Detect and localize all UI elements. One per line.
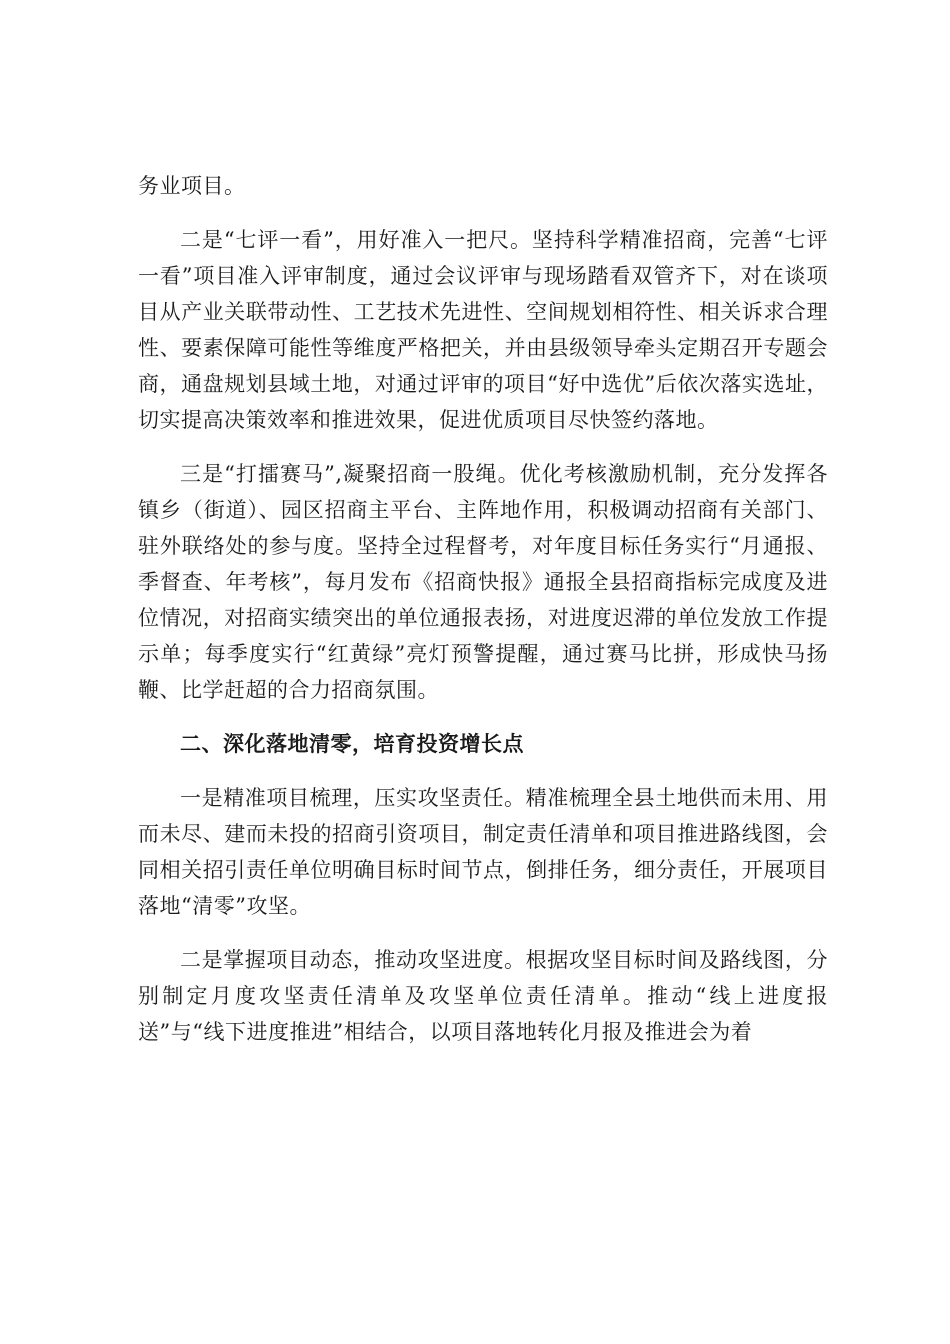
paragraph-horse-race: 三是“打擂赛马”,凝聚招商一股绳。优化考核激励机制，充分发挥各镇乡（街道）、园区招商主平台、主阵地作用，积极调动招商有关部门、驻外联络处的参与度。坚持全过程督考，对年度目标任务实行“月通报、季督查、年考核”，每月发布《招商快报》通报全县招商指标完成度及进位情况，对招商实绩突出的单位通报表扬，对进度迟滞的单位发放工作提示单；每季度实行“红黄绿”亮灯预警提醒，通过赛马比拼，形成快马扬鞭、比学赶超的合力招商氛围。 bbox=[138, 462, 828, 702]
paragraph-continuation: 务业项目。 bbox=[138, 174, 246, 198]
paragraph-seven-reviews: 二是“七评一看”，用好准入一把尺。坚持科学精准招商，完善“七评一看”项目准入评审制度，通过会议评审与现场踏看双管齐下，对在谈项目从产业关联带动性、工艺技术先进性、空间规划相符性、相关诉求合理性、要素保障可能性等维度严格把关，并由县级领导牵头定期召开专题会商，通盘规划县域土地，对通过评审的项目“好中选优”后依次落实选址，切实提高决策效率和推进效果，促进优质项目尽快签约落地。 bbox=[138, 228, 828, 432]
paragraph-project-sorting: 一是精准项目梳理，压实攻坚责任。精准梳理全县土地供而未用、用而未尽、建而未投的招商引资项目，制定责任清单和项目推进路线图，会同相关招引责任单位明确目标时间节点，倒排任务，细分责任，开展项目落地“清零”攻坚。 bbox=[138, 786, 828, 918]
document-body bbox=[138, 168, 828, 1068]
paragraph-project-dynamics: 二是掌握项目动态，推动攻坚进度。根据攻坚目标时间及路线图，分别制定月度攻坚责任清单及攻坚单位责任清单。推动“线上进度报送”与“线下进度推进”相结合，以项目落地转化月报及推进会为着 bbox=[138, 948, 828, 1044]
section-heading: 二、深化落地清零，培育投资增长点 bbox=[180, 732, 524, 756]
